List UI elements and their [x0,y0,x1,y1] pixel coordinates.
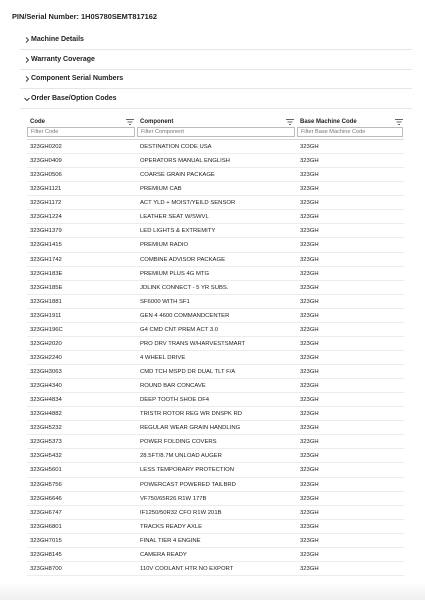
accordion-section-title: Machine Details [31,36,84,43]
cell-code: 323GH8145 [30,551,62,558]
cell-code: 323GH1742 [30,256,62,263]
cell-code: 323GH8700 [30,565,62,572]
cell-code: 323GH5432 [30,453,62,460]
cell-code: 323GH183E [30,270,63,277]
cell-component: PRO DRV TRANS W/HARVESTSMART [140,340,246,347]
column-menu-icon[interactable] [395,118,403,126]
table-row[interactable] [27,196,404,210]
cell-code: 323GH5756 [30,481,62,488]
cell-component: GEN 4 4600 COMMANDCENTER [140,312,230,319]
cell-base-machine-code: 323GH [300,565,319,572]
cell-component: G4 CMD CNT PREM ACT 3.0 [140,326,219,333]
cell-base-machine-code: 323GH [300,158,319,165]
table-row[interactable] [27,449,404,463]
cell-component: DEEP TOOTH SHOE DF4 [140,397,210,404]
cell-base-machine-code: 323GH [300,312,319,319]
cell-component: COMBINE ADVISOR PACKAGE [140,256,225,263]
cell-code: 323GH5601 [30,467,62,474]
cell-base-machine-code: 323GH [300,551,319,558]
cell-base-machine-code: 323GH [300,453,319,460]
cell-base-machine-code: 323GH [300,242,319,249]
chevron-right-icon [23,36,31,44]
cell-code: 323GH0202 [30,144,62,150]
cell-component: REGULAR WEAR GRAIN HANDLING [140,425,241,432]
cell-code: 323GH2240 [30,354,62,361]
cell-component: ROUND BAR CONCAVE [140,383,206,390]
cell-code: 323GH3063 [30,369,62,375]
accordion-section[interactable] [20,89,412,109]
cell-code: 323GH1121 [30,186,62,193]
filter-code-input[interactable] [27,127,135,137]
table-row[interactable] [27,224,404,238]
table-row[interactable] [27,506,404,520]
cell-component: LED LIGHTS & EXTREMITY [140,228,216,235]
cell-base-machine-code: 323GH [300,383,319,390]
table-row[interactable] [27,210,404,224]
cell-code: 323GH0409 [30,158,62,165]
table-row[interactable] [27,182,404,196]
cell-component: SF6000 WITH SF1 [140,298,190,305]
cell-base-machine-code: 323GH [300,214,319,221]
cell-base-machine-code: 323GH [300,144,319,150]
table-row[interactable] [27,140,404,154]
table-row[interactable] [27,267,404,281]
cell-component: ACT YLD + MOIST/YEILD SENSOR [140,200,236,207]
cell-component: COARSE GRAIN PACKAGE [140,172,215,179]
accordion-section[interactable] [20,50,412,70]
table-row[interactable] [27,463,404,477]
chevron-down-icon [23,95,31,103]
table-row[interactable] [27,281,404,295]
cell-component: TRACKS READY AXLE [140,523,203,530]
column-header-component[interactable]: Component [140,119,174,125]
table-row[interactable] [27,365,404,379]
cell-component: PREMIUM RADIO [140,242,189,249]
cell-code: 323GH1881 [30,298,62,305]
table-row[interactable] [27,562,404,576]
cell-component: CAMERA READY [140,551,187,558]
cell-base-machine-code: 323GH [300,326,319,333]
table-row[interactable] [27,154,404,168]
cell-component: PREMIUM PLUS 4G MTG [140,270,210,277]
table-row[interactable] [27,379,404,393]
table-row[interactable] [27,548,404,562]
cell-base-machine-code: 323GH [300,298,319,305]
cell-base-machine-code: 323GH [300,228,319,235]
table-row[interactable] [27,393,404,407]
cell-component: CMD TCH MSPD DR DUAL TLT F/A [140,369,236,375]
cell-base-machine-code: 323GH [300,523,319,530]
cell-base-machine-code: 323GH [300,354,319,361]
cell-component: POWER FOLDING COVERS [140,439,217,446]
cell-code: 323GH4834 [30,397,62,404]
column-menu-icon[interactable] [286,118,294,126]
table-row[interactable] [27,520,404,534]
cell-component: FINAL TIER 4 ENGINE [140,537,201,544]
cell-code: 323GH0506 [30,172,62,179]
cell-component: LEATHER SEAT W/SWVL [140,214,209,221]
column-menu-icon[interactable] [126,118,134,126]
cell-base-machine-code: 323GH [300,369,319,375]
cell-code: 323GH1172 [30,200,62,207]
table-row[interactable] [27,309,404,323]
bottom-fade [0,582,425,600]
table-row[interactable] [27,168,404,182]
pin-serial-label: PIN/Serial Number: 1H0S780SEMT817162 [12,12,158,21]
accordion-section-title: Warranty Coverage [31,56,95,63]
cell-component: POWERCAST POWERED TAILBRD [140,481,236,488]
cell-code: 323GH6646 [30,495,62,502]
accordion-section-title: Order Base/Option Codes [31,95,117,102]
filter-component-input[interactable] [137,127,295,137]
cell-base-machine-code: 323GH [300,537,319,544]
cell-base-machine-code: 323GH [300,411,319,418]
cell-code: 323GH1379 [30,228,62,235]
cell-component: TRISTR ROTOR REG WR DNSPK RD [140,411,242,418]
accordion-section-title: Component Serial Numbers [31,75,124,82]
cell-code: 323GH5373 [30,439,62,446]
chevron-right-icon [23,56,31,64]
table-row[interactable] [27,351,404,365]
cell-component: VF750/65R26 R1W 177B [140,495,207,502]
cell-base-machine-code: 323GH [300,509,319,516]
cell-base-machine-code: 323GH [300,340,319,347]
cell-base-machine-code: 323GH [300,186,319,193]
cell-base-machine-code: 323GH [300,284,319,291]
cell-base-machine-code: 323GH [300,425,319,432]
table-row[interactable] [27,435,404,449]
cell-code: 323GH1224 [30,214,62,221]
cell-code: 323GH2020 [30,340,62,347]
cell-base-machine-code: 323GH [300,200,319,207]
cell-code: 323GH196C [30,326,63,333]
cell-code: 323GH4882 [30,411,62,418]
cell-component: DESTINATION CODE USA [140,144,212,150]
column-header-base-machine-code[interactable]: Base Machine Code [300,119,357,125]
cell-base-machine-code: 323GH [300,467,319,474]
cell-base-machine-code: 323GH [300,172,319,179]
cell-base-machine-code: 323GH [300,439,319,446]
filter-base-machine-code-input[interactable] [297,127,403,137]
table-row[interactable] [27,407,404,421]
cell-component: LESS TEMPORARY PROTECTION [140,467,234,474]
cell-base-machine-code: 323GH [300,397,319,404]
accordion-section[interactable] [20,30,412,50]
cell-component: 110V COOLANT HTR NO EXPORT [140,565,234,572]
cell-base-machine-code: 323GH [300,270,319,277]
table-body [27,140,404,576]
cell-base-machine-code: 323GH [300,495,319,502]
option-codes-table [27,115,404,576]
cell-base-machine-code: 323GH [300,256,319,263]
cell-code: 323GH6801 [30,523,62,530]
table-header [27,115,404,140]
accordion-section[interactable] [20,69,412,89]
cell-code: 323GH185E [30,284,63,291]
cell-code: 323GH7015 [30,537,62,544]
table-row[interactable] [27,492,404,506]
table-row[interactable] [27,337,404,351]
chevron-right-icon [23,75,31,83]
cell-component: JDLINK CONNECT - 5 YR SUBS. [140,284,229,291]
cell-code: 323GH5232 [30,425,62,432]
cell-code: 323GH1415 [30,242,62,249]
table-row[interactable] [27,534,404,548]
cell-component: PREMIUM CAB [140,186,182,193]
table-row[interactable] [27,421,404,435]
cell-code: 323GH1911 [30,312,62,319]
cell-base-machine-code: 323GH [300,481,319,488]
cell-code: 323GH6747 [30,509,62,516]
table-row[interactable] [27,323,404,337]
cell-component: 28.5FT/8.7M UNLOAD AUGER [140,453,222,460]
column-header-code[interactable]: Code [30,119,45,125]
table-row[interactable] [27,478,404,492]
table-row[interactable] [27,295,404,309]
cell-component: 4 WHEEL DRIVE [140,354,186,361]
cell-component: IF1250/50R32 CFO R1W 201B [140,509,222,516]
cell-code: 323GH4340 [30,383,62,390]
table-row[interactable] [27,253,404,267]
table-row[interactable] [27,238,404,252]
cell-component: OPERATORS MANUAL ENGLISH [140,158,230,165]
